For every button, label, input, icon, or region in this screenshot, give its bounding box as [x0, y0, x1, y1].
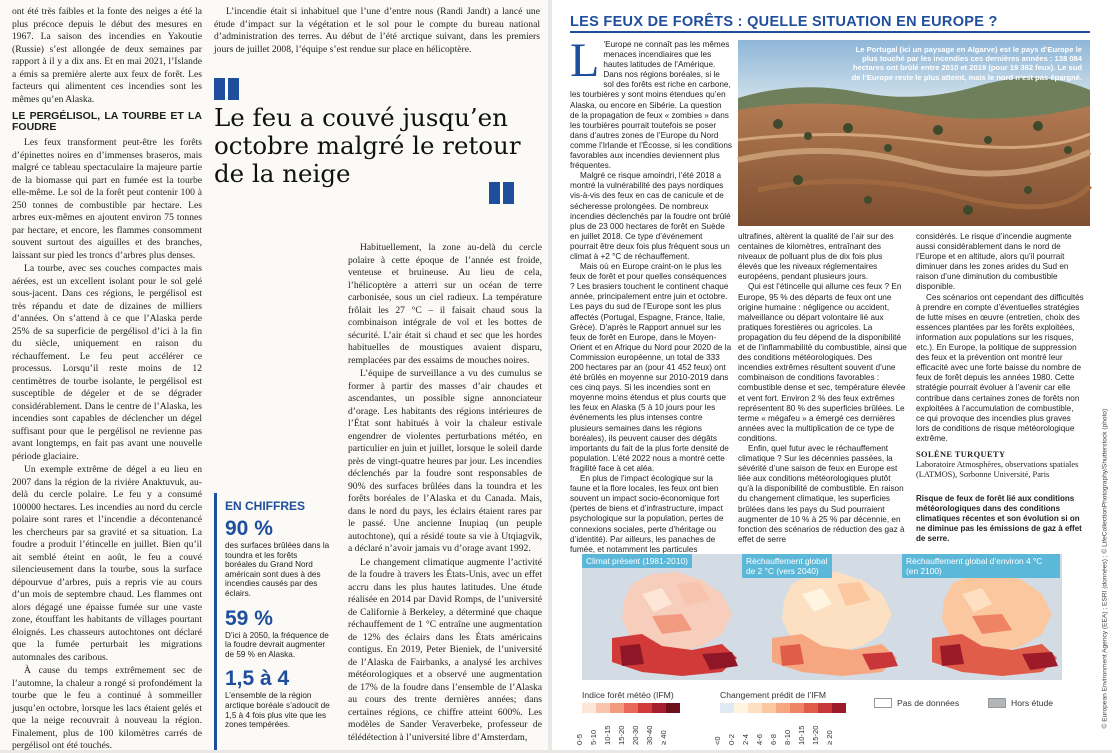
stat-number: 59 % — [225, 606, 273, 630]
sidebar-column-3 — [916, 232, 1084, 548]
map-warming-4c — [902, 554, 1062, 680]
title-rule — [570, 31, 1090, 33]
legend-tick-label: 6-8 — [769, 734, 778, 745]
out-of-study-key — [988, 698, 1053, 708]
stat-number: 90 % — [225, 517, 273, 540]
legend-swatch — [582, 703, 596, 713]
map-title: Climat présent (1981-2010) — [582, 554, 692, 568]
legend-swatch — [652, 703, 666, 713]
no-data-swatch — [874, 698, 892, 708]
legend-tick — [659, 715, 680, 745]
legend-tick-label: 30-40 — [645, 725, 654, 745]
open-quote-icon — [214, 78, 240, 100]
out-of-study-label: Hors étude — [1011, 698, 1054, 708]
algarve-photo — [738, 40, 1090, 226]
ifm-color-scale — [582, 703, 680, 713]
paragraph: À cause du temps extrêmement sec de l’automne, la chaleur a rongé si profondément la tourbe que le feu a continué à sommeiller jusqu’en octobre, lorsque les lacs étaient gelés et que la neige recouvrait à nouveau la région. Finalement, plus de 100 kilomètres carrés de pergélisol ont été touchés. — [12, 665, 202, 751]
map-caption: Risque de feux de forêt lié aux conditions météorologiques dans des conditions climatiques récentes et son évolution si on ne diminue pas les émissions de gaz à effet de serre. — [916, 493, 1082, 543]
stat-number: 1,5 à 4 — [225, 667, 290, 691]
no-data-label: Pas de données — [897, 698, 960, 708]
ifm-scale-labels — [575, 715, 680, 745]
legend-tick-label: 4-6 — [755, 734, 764, 745]
paragraph: Enfin, quel futur avec le réchauffement climatique ? Sur les décennies passées, la sévérité d’une saison de feux en Europe est liée aux conditions météorologiques plutôt qu’à la disponibilité de combustible. En raison du changement climatique, les superficies brûlées dans les pays du Sud pourraient augmenter de 10 % à 25 % par décennie, en fonction des scénarios de réduction des gaz à effet de serre — [738, 443, 905, 544]
author-name: SOLÈNE TURQUETY — [916, 449, 1006, 459]
legend-tick-label: 0-5 — [575, 734, 584, 745]
paragraph: Malgré ce risque amoindri, l’été 2018 a montré la vulnérabilité des pays nordiques vis-à-vis des feux en cas de canicule et de sécheresse prolongées. De nombreux incendies déclenchés par la foudre ont brûlé plus de 23 000 hectares de forêt en Suède en juillet 2018. Ce type d’événement pourrait être deux fois plus fréquent sous un climat à +2 °C de réchauffement. — [570, 171, 731, 261]
paragraph: ont été très faibles et la fonte des neiges a été la plus précoce depuis le début des mesures en 1967. La saison des incendies en Yakoutie (Russie) s’est allongée de deux semaines par rapport à il y a dix ans. Et en mai 2021, l’Islande a émis sa première alerte aux feux de forêt. Les facteurs qui alimentent ces incendies sont les mêmes qu’en Alaska. — [12, 6, 202, 105]
sidebar-column-1 — [570, 34, 732, 554]
legend-tick-label: 15-20 — [617, 725, 626, 745]
legend-title: Changement prédit de l’IFM — [720, 690, 827, 700]
legend-tick-label: 15-20 — [811, 725, 820, 745]
stat-description: L’ensemble de la région arctique boréale s’adoucit de 1,5 à 4 fois plus vite que les zones tempérées. — [225, 691, 330, 730]
stat-description: des surfaces brûlées dans la toundra et les forêts boréales du Grand Nord américain sont dues à des incendies causés par des éclairs. — [225, 541, 330, 598]
paragraph: Qui est l’étincelle qui allume ces feux ? En Europe, 95 % des départs de feux ont une origine humaine : négligence ou accident, malveillance ou départ volontaire lié aux pratiques forestières ou agricoles. La propagation du feu dépend de la disponibilité et de l’inflammabilité du combustible, ainsi que des conditions météorologiques. Des incendies extrêmes résultent souvent d’une combinaison de conditions favorables : combustible dense et sec, température élevée et vent fort. Environ 2 % des feux extrêmes représentent 80 % des superficies brûlées. Le terme « mégafeu » a émergé ces dernières années avec la multiplication de ce type de conditions. — [738, 282, 907, 443]
legend-swatch — [666, 703, 680, 713]
key-figures-box — [214, 493, 330, 750]
legend-swatch — [790, 703, 804, 713]
legend-swatch — [832, 703, 846, 713]
sidebar-title: LES FEUX DE FORÊTS : QUELLE SITUATION EN EUROPE ? — [570, 14, 998, 30]
pull-quote: Le feu a couvé jusqu’en octobre malgré le retour de la neige — [214, 103, 521, 188]
legend-swatch — [776, 703, 790, 713]
map-title: Réchauffement global d’environ 4 °C (en 2100) — [902, 554, 1060, 578]
legend-tick-label: ≥ 20 — [825, 730, 834, 745]
legend-tick-label: <0 — [713, 736, 722, 745]
article-column-3 — [348, 242, 542, 750]
legend-tick — [825, 715, 846, 745]
legend-swatch — [748, 703, 762, 713]
article-column-1 — [12, 6, 202, 751]
author-credit — [916, 450, 1084, 480]
paragraph: considérés. Le risque d’incendie augmente aussi considérablement dans le nord de l’Europe et en altitude, alors qu’il pourrait diminuer dans les zones arides du Sud en raison d’une diminution du combustible disponible. — [916, 232, 1072, 292]
map-present-climate — [582, 554, 742, 680]
paragraph: Ces scénarios ont cependant des difficultés à prendre en compte d’éventuelles stratégies de lutte mises en œuvre (entretien, choix des essences plantées par les forêts exploitées, information aux populations sur les risques, etc.). En Europe, la politique de suppression des feux et la prévention ont montré leur efficacité avec une forte baisse du nombre de feux de forêt depuis les années 1980. Cette stratégie pourrait évoluer à l’avenir car elle contribue dans certaines zones de forêts non exploitées à l’accumulation de combustible, ce qui provoque des incendies plus graves lors de conditions de risque météorologique extrême. — [916, 292, 1084, 443]
legend-swatch — [638, 703, 652, 713]
sidebar-column-2 — [738, 232, 908, 548]
close-quote-icon — [489, 182, 515, 204]
article-column-2-top — [214, 6, 540, 70]
image-credit: © European Environment Agency (EEA) ; ESRI (données) ; © LifeCollectionPhotography/Shutterstock (photo) — [1101, 408, 1109, 729]
paragraph: Un exemple extrême de dégel a eu lieu en 2007 dans la région de la rivière Anaktuvuk, au-delà du cercle polaire. Le feu y a consumé 100000 hectares. Les incendies au nord du cercle polaire sont rares et l’incendie a décontenancé les chercheurs par sa gravité et sa situation. La foudre a produit l’étincelle en juillet. Bien qu’il ait semblé éteint en août, le feu a couvé silencieusement dans la tourbe, sous la surface dépourvue d’arbres, puis a repris vie au cours d’un mois de septembre chaud. Les flammes ont alors dégagé une épaisse fumée sur une vaste zone, étouffant les habitants de villages pourtant éloignés. Les chasseurs autochtones ont déclaré que la fumée perturbait les migrations automnales des caribous. — [12, 464, 202, 663]
paragraph: L’équipe de surveillance a vu des cumulus se former à partir des masses d’air chaudes et ascendantes, un possible signe annonciateur d’orage. Les habitants des régions intérieures de l’État sont habitués à voir la chaleur estivale engendrer de violentes perturbations météo, en particulier en juin et juillet, lorsque le soleil darde près de vingt-quatre heures par jour. Les incendies déclenchés par la foudre sont responsables de 90% des surfaces brûlées dans la toundra et les forêts boréales de l’Alaska et du Canada. Mais, dans le nord du pays, les éclairs étaient rares par le passé. Une ancienne Inupiaq (un peuple autochtone), qui a résidé toute sa vie à Utqiagvik, a déclaré n’avoir jamais vu d’orage avant 1992. — [348, 368, 542, 554]
legend-tick-label: 0-2 — [727, 734, 736, 745]
legend-tick-label: 2-4 — [741, 734, 750, 745]
legend-tick-label: 8-10 — [783, 729, 792, 745]
paragraph: Le changement climatique augmente l’activité de la foudre à travers les États-Unis, avec un effet accru dans les plus hautes latitudes. Une étude réalisée en 2014 par David Romps, de l’université de Californie à Berkeley, a déterminé que chaque réchauffement de 1 °C entraîne une augmentation de 12% des éclairs dans les États américains contigus. En 2019, Peter Bieniek, de l’université de l’Alaska de Fairbanks, a analysé les archives météorologiques et a observé une augmentation de 17% de la foudre dans l’ensemble de l’Alaska au cours des trente dernières années; dans certaines régions, ce chiffre atteint 600%. Les modèles de Sander Veraverbeke, professeur de télédétection à l’université libre d’Amsterdam, — [348, 556, 542, 743]
legend-tick-label: 20-30 — [631, 725, 640, 745]
paragraph: En plus de l’impact écologique sur la faune et la flore locales, les feux ont bien souvent un impact socio-économique fort (pertes de biens et d’infrastructure, impact psychologique sur la population, pertes de connexions sociales, perte d’héritage ou d’identité). Par ailleurs, les panaches de fumée, et notamment les particules — [570, 474, 724, 554]
right-page — [552, 0, 1112, 750]
legend-title: Indice forêt météo (IFM) — [582, 690, 674, 700]
stat-description: D’ici à 2050, la fréquence de la foudre devrait augmenter de 59 % en Alaska. — [225, 630, 329, 659]
paragraph: L ’Europe ne connaît pas les mêmes menaces incendiaires que les hautes latitudes de l’Amérique. Dans nos régions boréales, si le sol des forêts est riche en carbone, les tourbières y sont moins étendues qu’en Alaska, ou encore en Sibérie. La question de la propagation de feux « zombies » dans les tourbières pourrait toutefois se poser dans d’autres zones de l’Europe du Nord comme l’Irlande et l’Écosse, si les conditions favorables aux incendies deviennent plus fréquentes. — [570, 34, 732, 171]
left-page — [0, 0, 548, 750]
key-figures-heading: EN CHIFFRES — [225, 499, 306, 513]
paragraph: L’incendie était si inhabituel que l’une d’entre nous (Randi Jandt) a lancé une étude d’impact sur la végétation et le sol pour le compte du bureau national d’administration des terres. Au début de l’été arctique suivant, dans les premiers jours de juillet 2008, l’équipe s’est rendue sur place en hélicoptère. — [214, 6, 540, 55]
legend-swatch — [624, 703, 638, 713]
legend-tick-label: 5-10 — [589, 729, 598, 745]
legend-tick-label: 10-15 — [797, 725, 806, 745]
out-of-study-swatch — [988, 698, 1006, 708]
legend-swatch — [818, 703, 832, 713]
legend-swatch — [804, 703, 818, 713]
map-warming-2c — [742, 554, 902, 680]
legend-swatch — [734, 703, 748, 713]
author-affiliation: Laboratoire Atmosphères, observations spatiales (LATMOS), Sorbonne Université, Paris — [916, 459, 1079, 479]
paragraph: ultrafines, altèrent la qualité de l’air sur des centaines de kilomètres, entraînant des niveaux de polluant plus de dix fois plus élevés que les niveaux réglementaires européens, pendant plusieurs jours. — [738, 232, 894, 282]
paragraph: Mais où en Europe craint-on le plus les feux de forêt et pour quelles conséquences ? Les brasiers touchent le continent chaque année, principalement entre juin et octobre. Les pays du sud de l’Europe sont les plus affectés (Portugal, Espagne, France, Italie, Grèce). D’après le Rapport annuel sur les feux de forêt en Europe, dans le Moyen-Orient et en Afrique du Nord pour 2020 de la Commission européenne, un total de 333 200 hectares par an (pour 41 452 feux) ont été brûlés en moyenne sur 2010-2019 dans ces cinq pays. Si les incendies sont en moyenne moins étendus et plus courts que les feux en Alaska (5 à 10 jours pour les événements les plus intenses contre plusieurs semaines dans les régions boréales), ils peuvent causer des dégâts importants du fait de la plus forte densité de population. L’été 2022 nous a montré cette fragilité face à cet aléa. — [570, 262, 732, 473]
section-heading: LE PERGÉLISOL, LA TOURBE ET LA FOUDRE — [12, 110, 202, 133]
paragraph: Habituellement, la zone au-delà du cercle polaire à cette époque de l’année est froide, venteuse et bruineuse. Au lieu de cela, l’hélicoptère a atterri sur un océan de terre carbonisée, sous un ciel radieux. La température frôlait les 27 °C – il faisait chaud sous la combinaison intégrale de vol et les bottes de sécurité. L’air était si chaud et sec que les hordes habituelles de moustiques avaient disparu, remplacées par des essaims de mouches noires. — [348, 242, 542, 366]
ifm-legend — [575, 690, 680, 745]
legend-tick-label: 10-15 — [603, 725, 612, 745]
legend-swatch — [720, 703, 734, 713]
photo-caption: Le Portugal (ici un paysage en Algarve) est le pays d’Europe le plus touché par les incendies ces dernières années : 138 084 hectares ont brûlé entre 2010 et 2019 (pour 19 362 feux). Le sud de l’Europe reste le plus atteint, mais le nord n’est pas épargné. — [851, 45, 1082, 82]
paragraph: Les feux transforment peut-être les forêts d’épinettes noires en d’immenses braseros, mais malgré ce tableau spectaculaire la majeure partie de la biomasse qui part en fumée est la tourbe elle-même. Le sol de la forêt peut contenir 100 à 250 tonnes de combustible par hectare. Les arbres eux-mêmes en ajoutent environ 75 tonnes par hectare, et encore, les flammes consomment souvent surtout des aiguilles et des branches, laissant sur pied les troncs d’arbres plus denses. — [12, 137, 202, 261]
ifm-change-legend — [713, 690, 846, 745]
legend-swatch — [596, 703, 610, 713]
map-title: Réchauffement global de 2 °C (vers 2040) — [742, 554, 832, 578]
paragraph: La tourbe, avec ses couches compactes mais aérées, est un excellent isolant pour le sol gelé sous-jacent. Dans ces régions, le pergélisol est très répandu et date de dizaines de milliers d’années. On s’attend à ce que l’Alaska perde 25% de sa superficie de pergélisol d’ici à la fin du siècle, uniquement en raison du réchauffement. Le feu peut accélérer ce processus. Lorsqu’il reste moins de 12 centimètres de tourbe isolante, le pergélisol est susceptible de dégeler et de se dégrader considérablement. Dans le centre de l’Alaska, les incendies sont capables de déclencher un dégel suffisant pour que le pergélisol ne revienne pas avant longtemps, en fait pas avant une nouvelle période glaciaire. — [12, 263, 202, 462]
legend-swatch — [762, 703, 776, 713]
legend-tick-label: ≥ 40 — [659, 730, 668, 745]
europe-map — [582, 554, 742, 680]
legend-swatch — [610, 703, 624, 713]
change-scale-labels — [713, 715, 846, 745]
drop-cap: L — [570, 34, 600, 87]
change-color-scale — [720, 703, 846, 713]
no-data-key — [874, 698, 959, 708]
